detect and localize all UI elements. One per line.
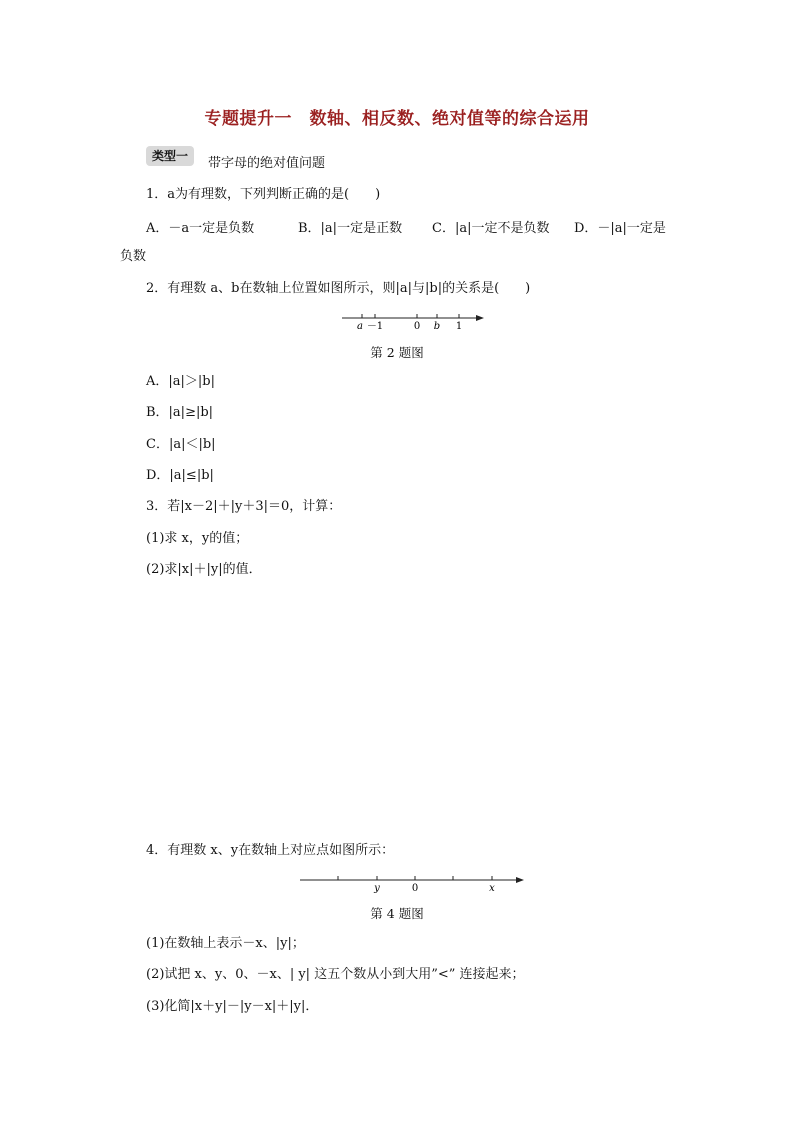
q2-label-0: 0: [413, 321, 421, 332]
q2-option-d: D．|a|≤|b|: [146, 468, 214, 483]
q2-caption: 第 2 题图: [370, 345, 424, 360]
q4-number-line: [296, 870, 528, 894]
q1-option-d-wrap: 负数: [120, 249, 147, 264]
q1-option-b: B．|a|一定是正数: [298, 221, 403, 236]
q2-label-neg1: －1: [366, 321, 384, 332]
q4-stem: 4．有理数 x、y在数轴上对应点如图所示：: [146, 843, 395, 858]
q1-option-c: C．|a|一定不是负数: [432, 221, 550, 236]
q2-label-a: a: [357, 321, 363, 332]
q2-option-a: A．|a|＞|b|: [146, 374, 215, 389]
q3-stem: 3．若|x－2|＋|y＋3|＝0，计算：: [146, 499, 342, 514]
q2-label-b: b: [433, 321, 441, 332]
q3-part-1: (1)求 x，y的值；: [146, 531, 249, 546]
q1-option-a: A．－a一定是负数: [146, 221, 255, 236]
q4-caption: 第 4 题图: [370, 906, 424, 921]
q2-label-1: 1: [455, 321, 463, 332]
q3-part-2: (2)求|x|＋|y|的值．: [146, 562, 262, 577]
section-title: 带字母的绝对值问题: [208, 156, 326, 171]
q4-label-y: y: [374, 883, 380, 894]
q2-option-c: C．|a|＜|b|: [146, 437, 216, 452]
section-badge: 类型一: [146, 146, 194, 166]
q4-label-0: 0: [411, 883, 419, 894]
q4-part-3: (3)化简|x＋y|－|y－x|＋|y|．: [146, 999, 319, 1014]
q2-option-b: B．|a|≥|b|: [146, 405, 214, 420]
q4-part-1: (1)在数轴上表示－x、|y|；: [146, 936, 305, 951]
q4-part-2: (2)试把 x、y、0、－x、| y| 这五个数从小到大用”<” 连接起来；: [146, 967, 525, 982]
q2-number-line: [338, 308, 488, 332]
page-title: 专题提升一 数轴、相反数、绝对值等的综合运用: [204, 109, 590, 129]
q4-label-x: x: [489, 883, 495, 894]
q1-stem: 1．a为有理数，下列判断正确的是( ): [146, 187, 381, 202]
q1-option-d: D．－|a|一定是: [574, 221, 666, 236]
q2-stem: 2．有理数 a、b在数轴上位置如图所示，则|a|与|b|的关系是( ): [146, 281, 531, 296]
